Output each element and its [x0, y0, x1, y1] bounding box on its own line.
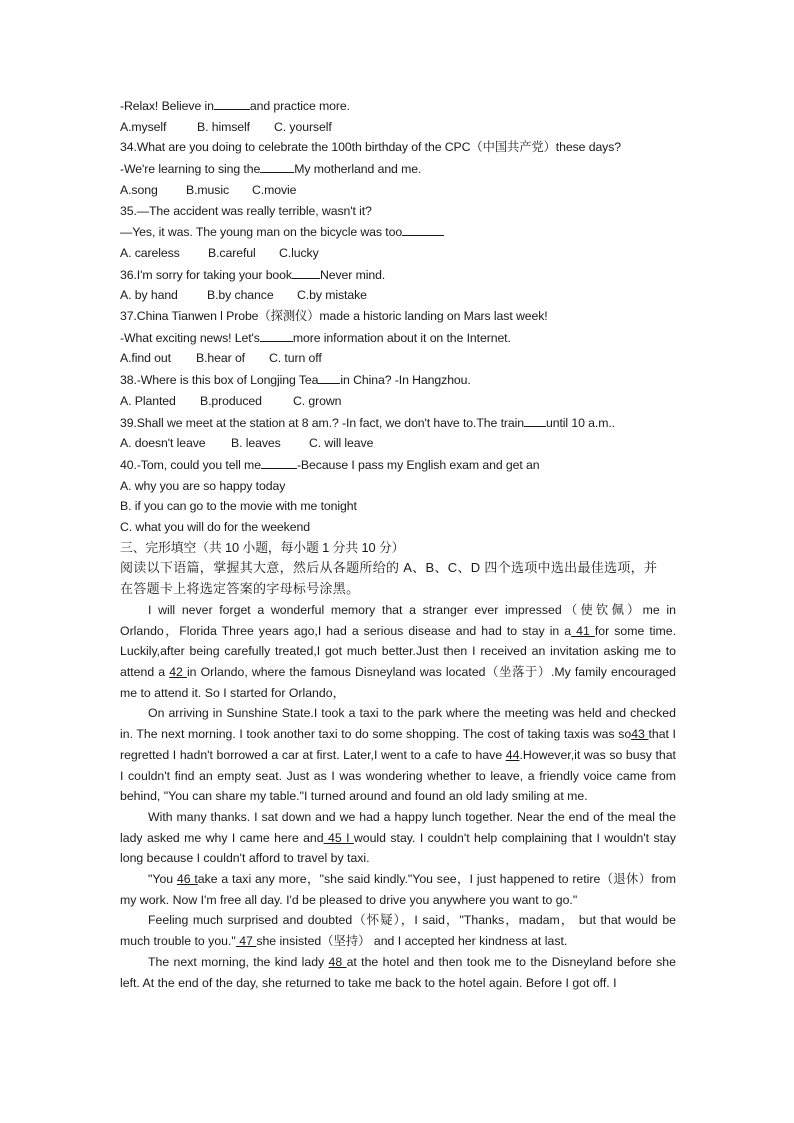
q35-answer-before: —Yes, it was. The young man on the bicycle was too: [120, 225, 403, 240]
text: I will never forget a wonderful memory that a stranger ever impressed（使钦佩）me in Orlando，Florida Three years ago,I had a serious disease and had to stay in a: [120, 602, 676, 638]
answer-blank: [524, 412, 546, 427]
answer-blank: [260, 327, 293, 342]
page-content: [120, 95, 676, 993]
option-c: C. yourself: [274, 119, 332, 134]
option-a: A.song: [120, 182, 158, 197]
q37-options: [120, 348, 676, 369]
blank-46: 46 t: [176, 872, 198, 887]
option-c: C.lucky: [279, 245, 319, 260]
answer-blank: [292, 264, 320, 279]
q39-question: [120, 412, 676, 434]
q39-text-after: until 10 a.m..: [546, 415, 616, 430]
option-c: C. will leave: [309, 436, 374, 451]
q38-text-after: in China? -In Hangzhou.: [340, 373, 471, 388]
option-b: B.hear of: [196, 351, 246, 366]
passage-paragraph-4: [120, 869, 676, 910]
option-b: B. leaves: [231, 436, 281, 451]
q40-text-after: -Because I pass my English exam and get an: [296, 457, 540, 472]
text: Feeling much surprised and doubted（怀疑），I said，"Thanks，madam， but that would be much trouble to you.": [120, 913, 676, 949]
q40-option-c: C. what you will do for the weekend: [120, 520, 310, 535]
q36-question: [120, 264, 676, 286]
section-instructions-2: 在答题卡上将选定答案的字母标号涂黑。: [120, 581, 360, 597]
q37-question: 37.China Tianwen l Probe（探测仪）made a historic landing on Mars last week!: [120, 309, 548, 324]
q36-text-before: 36.I'm sorry for taking your book: [120, 267, 292, 282]
blank-44: 44: [505, 747, 520, 762]
answer-blank: [261, 454, 297, 469]
passage-paragraph-5: [120, 910, 676, 951]
q36-options: [120, 285, 676, 306]
q36-text-after: Never mind.: [319, 267, 386, 282]
q39-text-before: 39.Shall we meet at the station at 8 am.? -In fact, we don't have to.The train: [120, 415, 524, 430]
q39-options: [120, 433, 676, 454]
q38-question: [120, 369, 676, 391]
answer-blank: [260, 158, 294, 173]
option-c: C. grown: [293, 393, 342, 408]
option-b: B.careful: [208, 245, 256, 260]
q34-answer-before: -We're learning to sing the: [120, 162, 261, 177]
q40-option-a: A. why you are so happy today: [120, 478, 286, 493]
blank-45: 45 I: [323, 830, 354, 845]
q34-answer: [120, 158, 676, 180]
option-b: B.produced: [200, 393, 262, 408]
option-c: C. turn off: [269, 351, 322, 366]
q38-text-before: 38.-Where is this box of Longjing Tea: [120, 373, 319, 388]
q38-options: [120, 391, 676, 412]
answer-blank: [318, 369, 340, 384]
option-c: C.movie: [252, 182, 297, 197]
q33-text-after: and practice more.: [249, 99, 350, 113]
option-a: A. by hand: [120, 288, 178, 303]
q34-question: 34.What are you doing to celebrate the 100th birthday of the CPC（中国共产党）these days?: [120, 140, 622, 155]
text: The next morning, the kind lady: [148, 954, 329, 969]
text: for some time. Luckily,after being carefully treated,I got much better.Just then I received an invitation asking me to attend a: [120, 623, 676, 679]
q35-options: [120, 243, 676, 264]
q40-text-before: 40.-Tom, could you tell me: [120, 457, 261, 472]
passage-paragraph-1: [120, 600, 676, 704]
answer-blank: [402, 221, 444, 236]
option-b: B.by chance: [207, 288, 274, 303]
passage-paragraph-6: [120, 952, 676, 993]
option-b: B.music: [186, 182, 230, 197]
q34-answer-after: My motherland and me.: [294, 162, 422, 177]
text: she insisted（坚持） and I accepted her kindness at last.: [256, 934, 568, 949]
passage-paragraph-2: [120, 703, 676, 807]
passage-paragraph-3: [120, 807, 676, 869]
option-a: A. Planted: [120, 393, 176, 408]
q40-question: [120, 454, 676, 476]
blank-42: 42: [169, 664, 187, 679]
text: .However,it was so busy that I couldn't find an empty seat. Just as I was wondering whether to leave, a friendly voice came from behind, "You can share my table."I turned around and found an old lady smiling at me.: [120, 747, 676, 804]
blank-43: 43: [631, 727, 649, 742]
text: ake a taxi any more，"she said kindly."You see，I just happened to retire（退休）from my work. Now I'm free all day. I'd be pleased to drive you anywhere you want to go.": [120, 872, 676, 907]
q37-answer-after: more information about it on the Internet.: [292, 330, 511, 345]
text: On arriving in Sunshine State.I took a taxi to the park where the meeting was held and checked in. The next morning. I took another taxi to do some shopping. The cost of taking taxis was so: [120, 706, 676, 742]
text: in Orlando, where the famous Disneyland was located（坐落于）.My family encouraged me to attend it. So I started for Orlando，: [120, 664, 676, 700]
option-a: A.find out: [120, 351, 171, 366]
option-b: B. himself: [197, 119, 250, 134]
q33-line: [120, 95, 676, 117]
q35-answer: [120, 221, 676, 243]
q34-options: [120, 180, 676, 201]
q40-option-b: B. if you can go to the movie with me tonight: [120, 499, 357, 514]
blank-41: 41: [571, 623, 595, 638]
text: "You: [148, 872, 177, 887]
text: that I regretted I hadn't borrowed a car at first. Later,I went to a cafe to have: [120, 727, 676, 762]
answer-blank: [214, 95, 250, 110]
option-c: C.by mistake: [297, 288, 367, 303]
section-title: 三、完形填空（共 10 小题，每小题 1 分共 10 分）: [120, 539, 405, 555]
blank-48: 48: [328, 954, 347, 969]
option-a: A.myself: [120, 119, 167, 134]
q33-options: [120, 117, 676, 138]
option-a: A. doesn't leave: [120, 436, 206, 451]
q33-text: -Relax! Believe in: [120, 99, 214, 113]
q35-question: 35.—The accident was really terrible, wasn't it?: [120, 203, 372, 218]
text: would stay. I couldn't help complaining that I wouldn't stay long because I couldn't afford to travel by taxi.: [120, 830, 676, 866]
option-a: A. careless: [120, 245, 180, 260]
q37-answer-before: -What exciting news! Let's: [120, 330, 260, 345]
text: at the hotel and then took me to the Disneyland before she left. At the end of the day, she returned to take me back to the hotel again. Before I got off. I: [120, 954, 676, 990]
blank-47: 47: [235, 934, 257, 949]
text: With many thanks. I sat down and we had a happy lunch together. Near the end of the meal the lady asked me why I came here and: [120, 809, 676, 845]
q37-answer: [120, 327, 676, 349]
section-instructions: 阅读以下语篇，掌握其大意，然后从各题所给的 A、B、C、D 四个选项中选出最佳选项，并: [120, 560, 658, 576]
